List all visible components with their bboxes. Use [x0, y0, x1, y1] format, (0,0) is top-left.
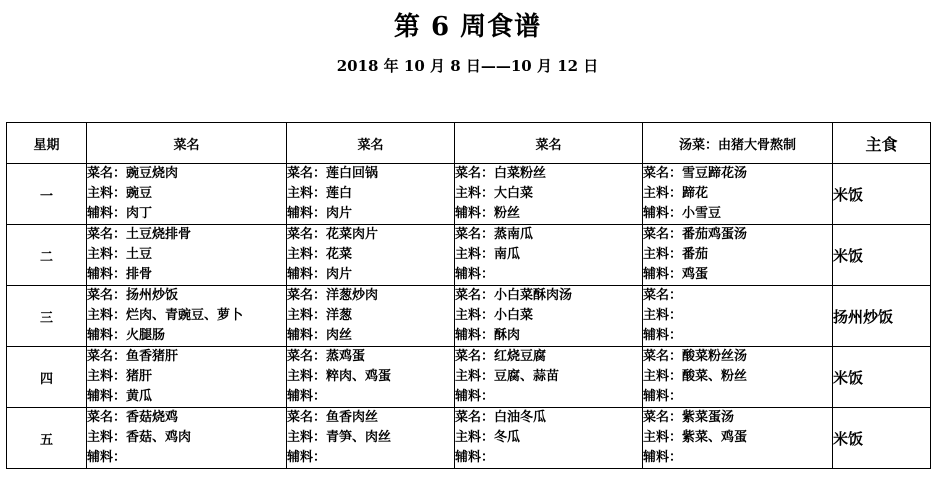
table-row [7, 225, 931, 286]
dish-aux-label: 辅料： [287, 389, 327, 404]
dish-name-line [643, 164, 832, 184]
dish-main-line [287, 184, 454, 204]
dish-aux-line [287, 204, 454, 224]
dish-name-line [287, 225, 454, 245]
day-cell: 一 [7, 164, 87, 225]
dish-cell [643, 225, 833, 286]
dish-main-value: 土豆 [126, 247, 153, 262]
dish-name-value: 洋葱炒肉 [326, 288, 379, 303]
dish-aux-label: 辅料： [643, 450, 683, 465]
dish-cell [455, 408, 643, 469]
dish-name-value: 小白菜酥肉汤 [494, 288, 573, 303]
dish-cell [643, 408, 833, 469]
day-cell: 五 [7, 408, 87, 469]
dish-aux-line [287, 326, 454, 346]
dish-main-label: 主料： [287, 430, 327, 445]
dish-name-label: 菜名： [287, 410, 327, 425]
day-cell: 二 [7, 225, 87, 286]
dish-cell [643, 347, 833, 408]
dish-aux-line [87, 326, 286, 346]
dish-aux-value: 酥肉 [494, 328, 521, 343]
dish-main-value: 小白菜 [494, 308, 534, 323]
dish-main-line [287, 428, 454, 448]
dish-aux-line [87, 204, 286, 224]
dish-aux-line [287, 387, 454, 407]
header-day: 星期 [7, 123, 87, 164]
dish-cell [455, 347, 643, 408]
dish-aux-value: 肉丁 [126, 206, 153, 221]
header-row [7, 123, 931, 164]
dish-aux-line [87, 265, 286, 285]
dish-name-value: 花菜肉片 [326, 227, 379, 242]
page-title: 第 6 周食谱 [393, 12, 542, 42]
dish-main-label: 主料： [643, 308, 683, 323]
dish-aux-label: 辅料： [643, 328, 683, 343]
dish-main-label: 主料： [87, 186, 127, 201]
dish-name-line [643, 225, 832, 245]
dish-main-value: 冬瓜 [494, 430, 521, 445]
dish-name-line [455, 286, 642, 306]
dish-main-value: 豆腐、蒜苗 [494, 369, 560, 384]
dish-main-line [87, 428, 286, 448]
dish-name-line [455, 347, 642, 367]
dish-main-label: 主料： [643, 430, 683, 445]
dish-main-label: 主料： [455, 247, 495, 262]
dish-main-value: 紫菜、鸡蛋 [682, 430, 748, 445]
dish-name-label: 菜名： [643, 349, 683, 364]
dish-name-line [287, 286, 454, 306]
dish-main-line [643, 428, 832, 448]
dish-aux-label: 辅料： [87, 206, 127, 221]
dish-main-label: 主料： [287, 247, 327, 262]
dish-aux-line [643, 448, 832, 468]
dish-main-line [87, 245, 286, 265]
dish-name-line [455, 408, 642, 428]
dish-name-value: 土豆烧排骨 [126, 227, 192, 242]
staple-cell: 米饭 [833, 225, 931, 286]
dish-aux-label: 辅料： [455, 206, 495, 221]
dish-main-line [455, 245, 642, 265]
date-range: 2018 年 10 月 8 日——10 月 12 日 [336, 57, 599, 75]
dish-aux-line [455, 204, 642, 224]
dish-aux-label: 辅料： [287, 267, 327, 282]
header-dish-3: 菜名 [455, 123, 643, 164]
dish-aux-value: 小雪豆 [682, 206, 722, 221]
day-cell: 三 [7, 286, 87, 347]
dish-aux-line [643, 204, 832, 224]
dish-name-label: 菜名： [455, 410, 495, 425]
dish-main-value: 南瓜 [494, 247, 521, 262]
dish-main-label: 主料： [643, 247, 683, 262]
dish-cell [87, 225, 287, 286]
dish-aux-line [87, 448, 286, 468]
menu-table [6, 122, 931, 469]
dish-main-value: 猪肝 [126, 369, 153, 384]
staple-cell: 米饭 [833, 347, 931, 408]
dish-name-line [643, 347, 832, 367]
dish-name-line [87, 408, 286, 428]
dish-main-label: 主料： [87, 247, 127, 262]
dish-name-value: 番茄鸡蛋汤 [682, 227, 748, 242]
dish-aux-line [455, 265, 642, 285]
dish-name-label: 菜名： [643, 166, 683, 181]
dish-aux-label: 辅料： [643, 267, 683, 282]
header-dish-1: 菜名 [87, 123, 287, 164]
dish-aux-label: 辅料： [287, 206, 327, 221]
dish-main-label: 主料： [87, 308, 127, 323]
dish-cell [455, 286, 643, 347]
dish-name-line [455, 164, 642, 184]
staple-cell: 米饭 [833, 164, 931, 225]
dish-main-line [455, 428, 642, 448]
staple-cell: 米饭 [833, 408, 931, 469]
dish-name-value: 紫菜蛋汤 [682, 410, 735, 425]
dish-name-label: 菜名： [643, 410, 683, 425]
dish-main-label: 主料： [87, 430, 127, 445]
dish-cell [455, 164, 643, 225]
dish-aux-line [455, 448, 642, 468]
dish-aux-value: 肉片 [326, 267, 353, 282]
dish-main-value: 洋葱 [326, 308, 353, 323]
dish-name-line [87, 164, 286, 184]
dish-name-value: 蒸南瓜 [494, 227, 534, 242]
dish-name-line [87, 225, 286, 245]
dish-main-value: 香菇、鸡肉 [126, 430, 192, 445]
dish-aux-label: 辅料： [287, 450, 327, 465]
dish-main-label: 主料： [455, 308, 495, 323]
dish-main-label: 主料： [643, 186, 683, 201]
dish-aux-label: 辅料： [643, 206, 683, 221]
dish-main-value: 青笋、肉丝 [326, 430, 392, 445]
dish-aux-label: 辅料： [87, 328, 127, 343]
dish-name-value: 扬州炒饭 [126, 288, 179, 303]
dish-name-value: 雪豆蹄花汤 [682, 166, 748, 181]
dish-name-line [87, 286, 286, 306]
dish-main-label: 主料： [287, 369, 327, 384]
dish-main-line [87, 306, 286, 326]
dish-main-value: 烂肉、青豌豆、萝卜 [126, 308, 244, 323]
dish-aux-value: 鸡蛋 [682, 267, 709, 282]
dish-aux-label: 辅料： [455, 389, 495, 404]
dish-name-value: 蒸鸡蛋 [326, 349, 366, 364]
dish-cell [87, 164, 287, 225]
dish-name-line [643, 286, 832, 306]
dish-name-label: 菜名： [287, 288, 327, 303]
dish-name-label: 菜名： [287, 227, 327, 242]
dish-aux-value: 排骨 [126, 267, 153, 282]
dish-main-value: 粹肉、鸡蛋 [326, 369, 392, 384]
dish-name-label: 菜名： [643, 288, 683, 303]
dish-aux-line [287, 448, 454, 468]
dish-aux-line [87, 387, 286, 407]
header-soup: 汤菜：由猪大骨熬制 [643, 123, 833, 164]
dish-name-line [287, 347, 454, 367]
dish-main-line [643, 184, 832, 204]
dish-name-label: 菜名： [87, 349, 127, 364]
dish-main-line [643, 245, 832, 265]
dish-cell [643, 286, 833, 347]
dish-main-label: 主料： [87, 369, 127, 384]
table-row [7, 286, 931, 347]
dish-main-label: 主料： [287, 186, 327, 201]
dish-main-label: 主料： [455, 186, 495, 201]
dish-main-value: 酸菜、粉丝 [682, 369, 748, 384]
dish-aux-label: 辅料： [455, 328, 495, 343]
dish-main-value: 蹄花 [682, 186, 709, 201]
dish-aux-value: 黄瓜 [126, 389, 153, 404]
table-row [7, 408, 931, 469]
dish-aux-label: 辅料： [643, 389, 683, 404]
dish-main-line [643, 367, 832, 387]
dish-name-value: 鱼香猪肝 [126, 349, 179, 364]
dish-cell [643, 164, 833, 225]
dish-name-label: 菜名： [643, 227, 683, 242]
dish-cell [87, 347, 287, 408]
dish-main-line [87, 367, 286, 387]
dish-main-line [87, 184, 286, 204]
table-row [7, 347, 931, 408]
dish-name-label: 菜名： [455, 227, 495, 242]
dish-cell [87, 286, 287, 347]
dish-name-value: 香菇烧鸡 [126, 410, 179, 425]
dish-aux-label: 辅料： [87, 267, 127, 282]
dish-name-value: 莲白回锅 [326, 166, 379, 181]
dish-aux-label: 辅料： [87, 389, 127, 404]
dish-aux-line [643, 265, 832, 285]
dish-aux-value: 肉丝 [326, 328, 353, 343]
dish-name-line [87, 347, 286, 367]
dish-main-value: 花菜 [326, 247, 353, 262]
dish-name-value: 酸菜粉丝汤 [682, 349, 748, 364]
dish-aux-label: 辅料： [455, 267, 495, 282]
dish-name-label: 菜名： [87, 166, 127, 181]
dish-name-label: 菜名： [455, 349, 495, 364]
dish-aux-value: 粉丝 [494, 206, 521, 221]
dish-main-value: 番茄 [682, 247, 709, 262]
table-row [7, 164, 931, 225]
dish-aux-label: 辅料： [287, 328, 327, 343]
dish-main-label: 主料： [455, 430, 495, 445]
dish-name-line [287, 408, 454, 428]
dish-main-line [455, 306, 642, 326]
dish-aux-label: 辅料： [87, 450, 127, 465]
dish-aux-label: 辅料： [455, 450, 495, 465]
dish-name-value: 红烧豆腐 [494, 349, 547, 364]
dish-cell [455, 225, 643, 286]
dish-cell [87, 408, 287, 469]
dish-name-value: 白油冬瓜 [494, 410, 547, 425]
dish-aux-value: 火腿肠 [126, 328, 166, 343]
dish-aux-line [455, 387, 642, 407]
dish-name-line [287, 164, 454, 184]
dish-main-line [455, 184, 642, 204]
dish-name-value: 鱼香肉丝 [326, 410, 379, 425]
dish-main-value: 莲白 [326, 186, 353, 201]
dish-main-line [455, 367, 642, 387]
dish-name-label: 菜名： [287, 166, 327, 181]
staple-cell: 扬州炒饭 [833, 286, 931, 347]
dish-name-line [643, 408, 832, 428]
dish-name-label: 菜名： [87, 227, 127, 242]
dish-name-label: 菜名： [87, 410, 127, 425]
dish-name-label: 菜名： [87, 288, 127, 303]
dish-main-line [287, 245, 454, 265]
dish-name-label: 菜名： [455, 288, 495, 303]
dish-name-label: 菜名： [455, 166, 495, 181]
dish-main-label: 主料： [643, 369, 683, 384]
dish-aux-line [287, 265, 454, 285]
dish-aux-line [643, 326, 832, 346]
dish-name-value: 豌豆烧肉 [126, 166, 179, 181]
dish-main-label: 主料： [287, 308, 327, 323]
header-staple: 主食 [833, 123, 931, 164]
day-cell: 四 [7, 347, 87, 408]
dish-name-value: 白菜粉丝 [494, 166, 547, 181]
dish-name-line [455, 225, 642, 245]
dish-main-line [287, 367, 454, 387]
menu-body [7, 164, 931, 469]
dish-main-line [643, 306, 832, 326]
dish-main-label: 主料： [455, 369, 495, 384]
dish-main-line [287, 306, 454, 326]
dish-aux-value: 肉片 [326, 206, 353, 221]
dish-cell [287, 225, 455, 286]
dish-aux-line [643, 387, 832, 407]
header-dish-2: 菜名 [287, 123, 455, 164]
dish-cell [287, 408, 455, 469]
dish-name-label: 菜名： [287, 349, 327, 364]
dish-main-value: 豌豆 [126, 186, 153, 201]
dish-cell [287, 164, 455, 225]
dish-cell [287, 286, 455, 347]
dish-cell [287, 347, 455, 408]
dish-aux-line [455, 326, 642, 346]
dish-main-value: 大白菜 [494, 186, 534, 201]
